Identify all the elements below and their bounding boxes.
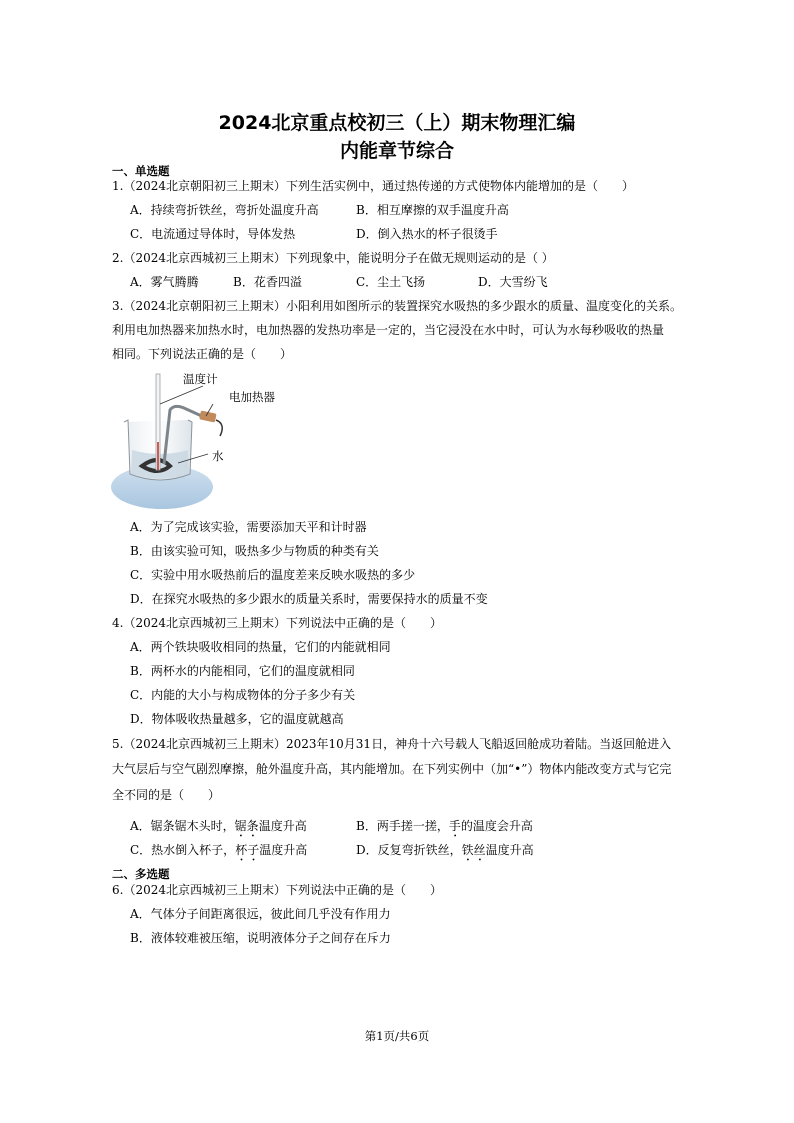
thermometer-mercury [157,442,159,470]
question-5-line-3: 全不同的是（ ） [112,788,221,802]
option-d-emphasis: 铁丝 [461,843,486,857]
question-4-option-c: C．内能的大小与构成物体的分子多少有关 [130,688,356,702]
question-3-option-d: D．在探究水吸热的多少跟水的质量关系时，需要保持水的质量不变 [130,592,488,606]
option-b-emphasis: 手 [448,819,461,833]
question-5-option-a [130,819,307,840]
question-3-line-3: 相同。下列说法正确的是（ ） [112,347,293,361]
question-5-line-1: 5.（2024北京西城初三上期末）2023年10月31日，神舟十六号载人飞船返回舱成功着陆。当返回舱进入 [112,737,672,751]
question-4-option-a: A．两个铁块吸收相同的热量，它们的内能就相同 [130,640,391,654]
option-a-emphasis: 锯条 [234,819,259,833]
option-c-suffix: 温度升高 [259,843,308,857]
option-c-emphasis: 杯子 [235,843,260,857]
question-1-option-a: A．持续弯折铁丝，弯折处温度升高 [130,203,319,217]
question-2-stem: 2.（2024北京西城初三上期末）下列现象中，能说明分子在做无规则运动的是（ ） [112,251,554,265]
option-a-suffix: 温度升高 [258,819,307,833]
section-multiple-choice: 二、多选题 [112,867,170,881]
question-1-option-c: C．电流通过导体时，导体发热 [130,227,296,241]
question-1-option-b: B．相互摩擦的双手温度升高 [356,203,509,217]
question-4-option-d: D．物体吸收热量越多，它的温度就越高 [130,712,344,726]
question-4-stem: 4.（2024北京西城初三上期末）下列说法中正确的是（ ） [112,616,442,630]
thermometer-leader-line [160,386,203,404]
option-b-prefix: B．两手搓一搓， [356,819,449,833]
question-5-option-b [356,819,533,840]
question-2-option-a: A．雾气腾腾 [130,275,199,289]
question-2-option-b: B．花香四溢 [233,275,302,289]
heater-label: 电加热器 [229,390,275,404]
water-label: 水 [212,449,224,463]
question-3-option-b: B．由该实验可知，吸热多少与物质的种类有关 [130,544,379,558]
question-3-line-2: 利用电加热器来加热水时，电加热器的发热功率是一定的，当它浸没在水中时，可认为水每秒吸收的热量 [112,323,665,337]
question-2-option-c: C．尘土飞扬 [356,275,426,289]
section-single-choice: 一、单选题 [112,164,170,178]
question-6-option-b: B．液体较难被压缩，说明液体分子之间存在斥力 [130,931,391,945]
option-a-prefix: A．锯条锯木头时， [130,819,235,833]
question-6-option-a: A．气体分子间距离很远，彼此间几乎没有作用力 [130,907,391,921]
option-d-prefix: D．反复弯折铁丝， [356,843,462,857]
heater-cable [216,420,222,436]
question-3-line-1: 3.（2024北京朝阳初三上期末）小阳利用如图所示的装置探究水吸热的多少跟水的质量、温度变化的关系。 [112,299,682,313]
question-5-option-d [356,843,534,864]
beaker-heater-illustration [108,370,318,515]
apparatus-figure [108,370,318,515]
question-6-stem: 6.（2024北京西城初三上期末）下列说法中正确的是（ ） [112,883,442,897]
question-3-option-a: A．为了完成该实验，需要添加天平和计时器 [130,520,367,534]
question-1-stem: 1.（2024北京朝阳初三上期末）下列生活实例中，通过热传递的方式使物体内能增加的是（ ） [112,179,634,193]
thermometer-label: 温度计 [183,372,218,386]
option-c-prefix: C．热水倒入杯子， [130,843,236,857]
question-1-option-d: D．倒入热水的杯子很烫手 [356,227,498,241]
option-b-suffix: 的温度会升高 [460,819,533,833]
question-4-option-b: B．两杯水的内能相同，它们的温度就相同 [130,664,355,678]
question-3-option-c: C．实验中用水吸热前后的温度差来反映水吸热的多少 [130,568,416,582]
document-subtitle: 内能章节综合 [339,140,454,162]
question-2-option-d: D．大雪纷飞 [478,275,548,289]
document-title: 2024北京重点校初三（上）期末物理汇编 [218,112,576,134]
option-d-suffix: 温度升高 [485,843,534,857]
question-5-option-c [130,843,307,864]
page-footer: 第1页/共6页 [364,1029,430,1043]
question-5-line-2: 大气层后与空气剧烈摩擦，舱外温度升高，其内能增加。在下列实例中（加“•”）物体内能改变方式与它完 [112,762,672,776]
